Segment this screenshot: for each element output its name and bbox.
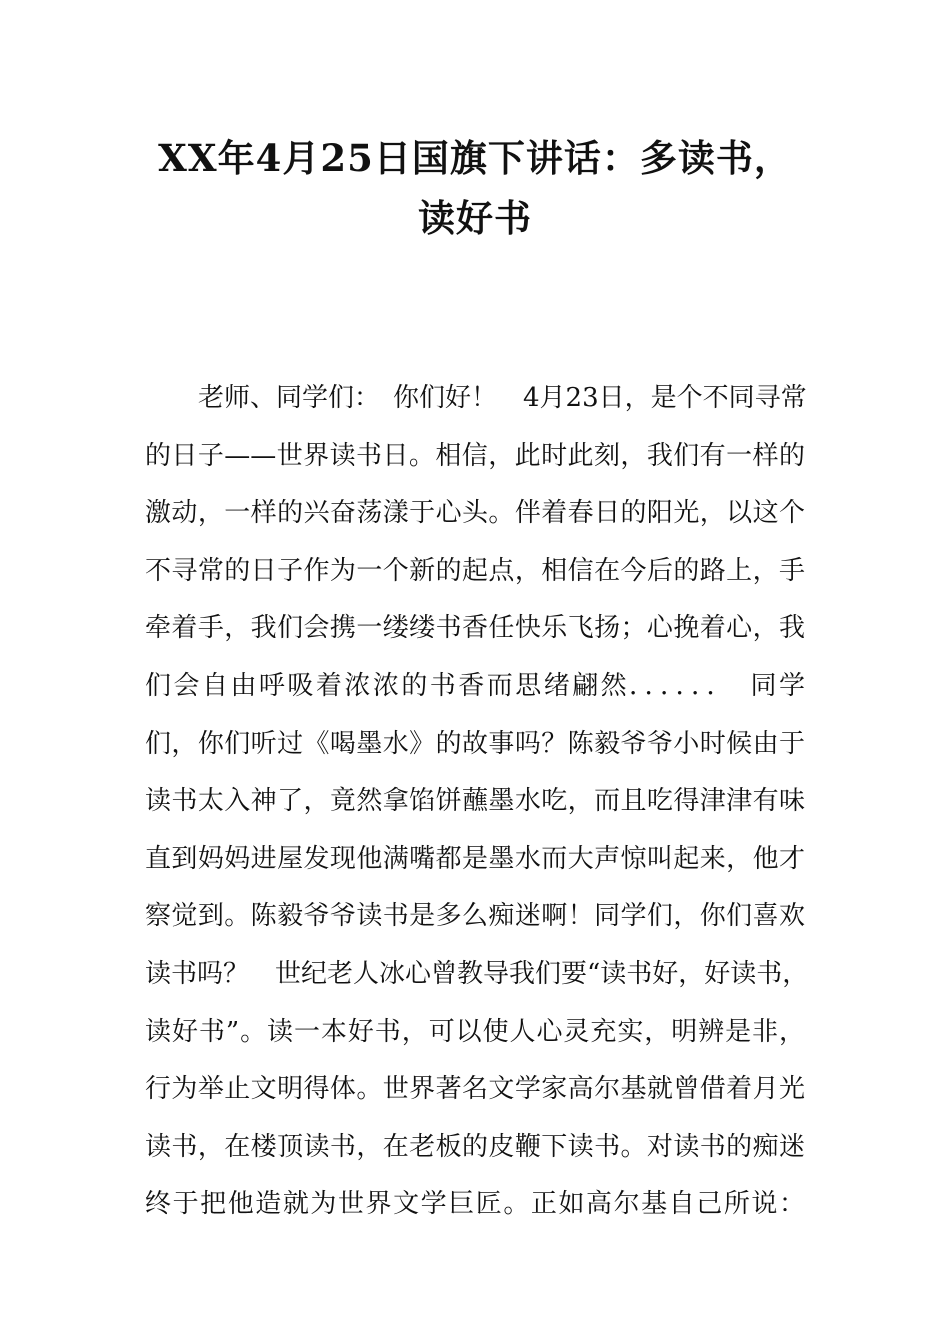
title-line-2: 读好书 <box>418 196 532 240</box>
paragraph-line: 的日子——世界读书日。相信，此时此刻，我们有一样的 <box>145 440 805 471</box>
paragraph-line: 不寻常的日子作为一个新的起点，相信在今后的路上，手 <box>145 555 805 586</box>
paragraph-line: 终于把他造就为世界文学巨匠。正如高尔基自己所说： <box>145 1189 805 1220</box>
paragraph-line: 激动，一样的兴奋荡漾于心头。伴着春日的阳光，以这个 <box>145 498 805 529</box>
paragraph-line: 读书太入神了，竟然拿馅饼蘸墨水吃，而且吃得津津有味 <box>145 786 805 817</box>
paragraph-line: 读书吗？ 世纪老人冰心曾教导我们要“读书好，好读书， <box>145 958 809 989</box>
paragraph-line: 察觉到。陈毅爷爷读书是多么痴迷啊！同学们，你们喜欢 <box>145 901 805 932</box>
speech-body <box>145 370 809 1234</box>
paragraph-line: 读好书”。读一本好书，可以使人心灵充实，明辨是非， <box>145 1016 805 1047</box>
paragraph-line: 们会自由呼吸着浓浓的书香而思绪翩然．．．．．． 同学 <box>145 670 805 701</box>
paragraph-line: 们，你们听过《喝墨水》的故事吗？陈毅爷爷小时候由于 <box>145 728 805 759</box>
paragraph-line: 读书，在楼顶读书，在老板的皮鞭下读书。对读书的痴迷 <box>145 1131 805 1162</box>
paragraph-line: 行为举止文明得体。世界著名文学家高尔基就曾借着月光 <box>145 1074 805 1105</box>
paragraph-line: 直到妈妈进屋发现他满嘴都是墨水而大声惊叫起来，他才 <box>145 843 805 874</box>
document-title <box>120 128 830 248</box>
title-line-1: XX年4月25日国旗下讲话：多读书， <box>158 136 792 180</box>
paragraph-line: 牵着手，我们会携一缕缕书香任快乐飞扬；心挽着心，我 <box>145 613 805 644</box>
paragraph-line: 老师、同学们： 你们好！ 4月23日，是个不同寻常 <box>198 383 807 413</box>
